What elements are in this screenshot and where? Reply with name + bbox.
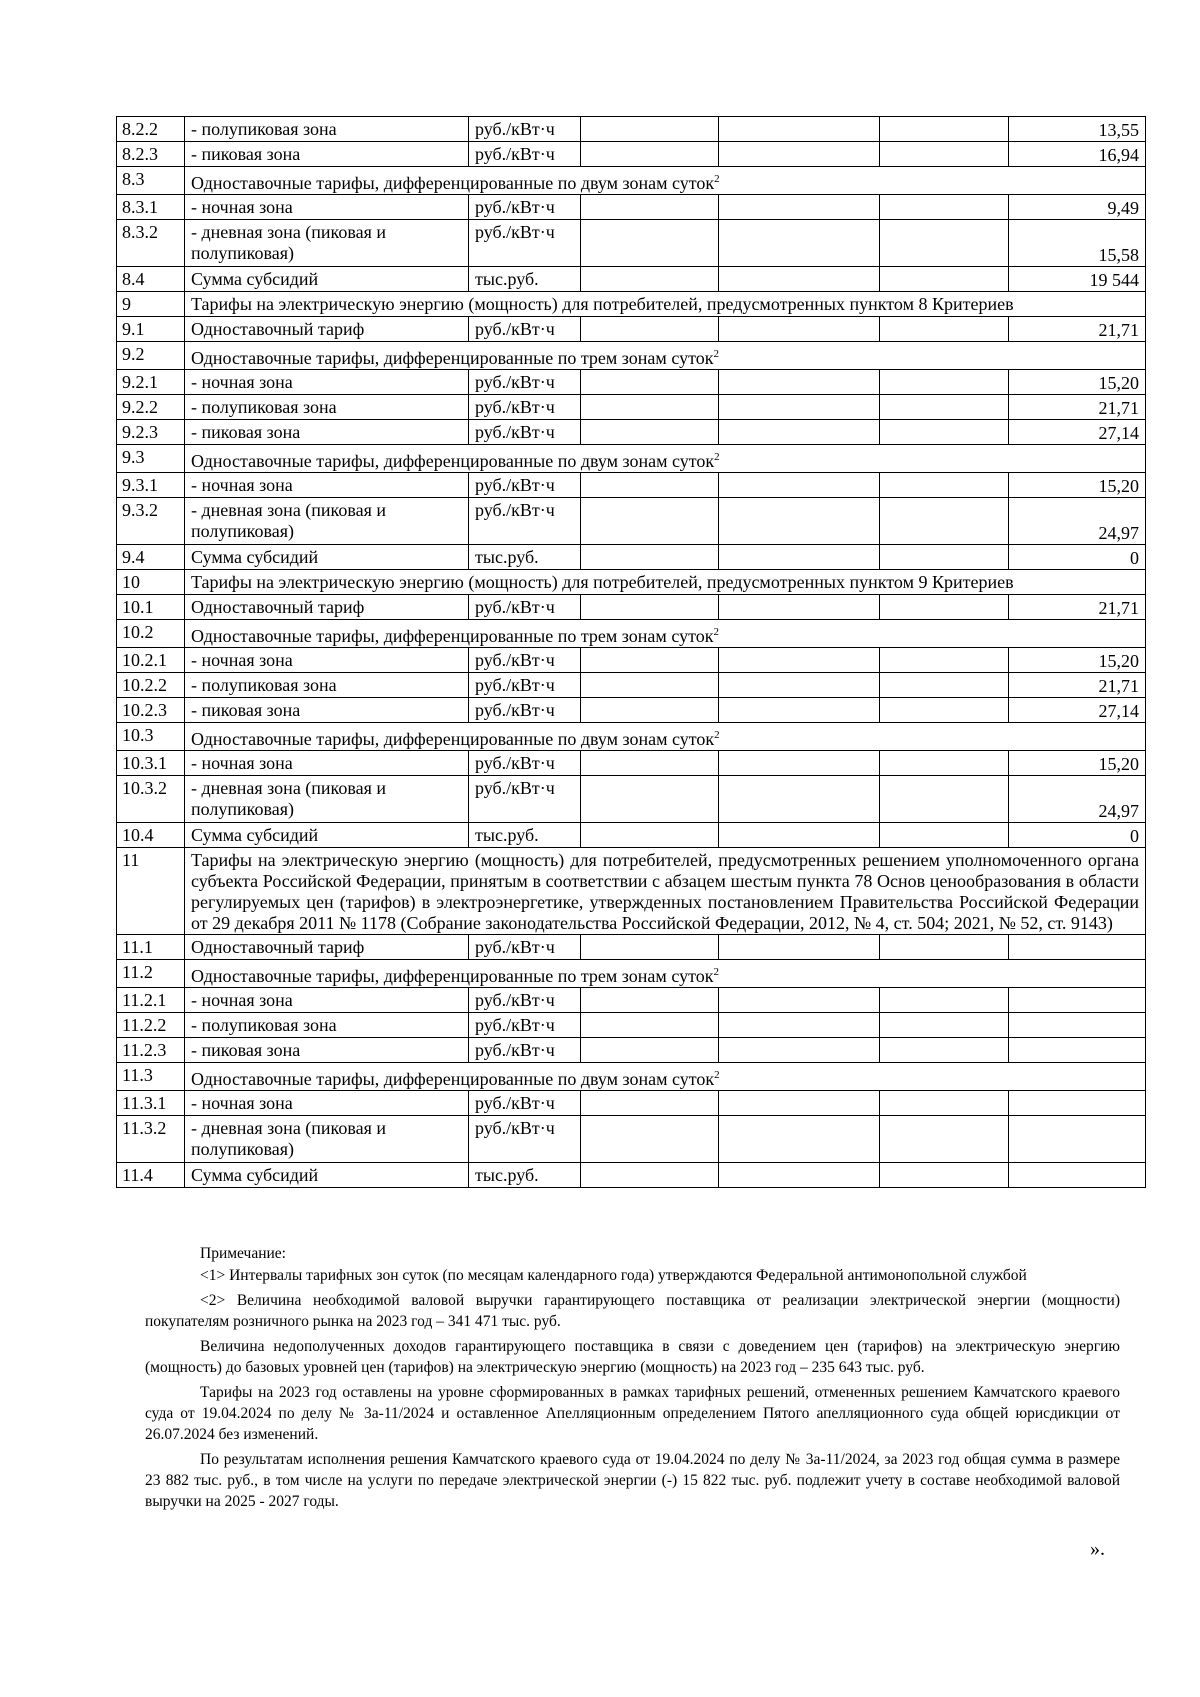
footnote-marker: 2 (713, 626, 719, 638)
table-row (117, 988, 1146, 1013)
row-number: 9.4 (117, 545, 185, 570)
empty-cell (880, 267, 1009, 292)
empty-cell (581, 1116, 719, 1163)
row-unit: тыс.руб. (469, 1163, 581, 1188)
row-label: Одноставочный тариф (185, 317, 469, 342)
empty-cell (719, 1038, 880, 1063)
row-unit: руб./кВт·ч (469, 1091, 581, 1116)
table-row (117, 823, 1146, 848)
empty-cell (880, 595, 1009, 620)
empty-cell (581, 370, 719, 395)
empty-cell (581, 420, 719, 445)
empty-cell (581, 267, 719, 292)
row-unit: руб./кВт·ч (469, 420, 581, 445)
row-number: 10.3.2 (117, 776, 185, 823)
empty-cell (719, 420, 880, 445)
row-number: 11.1 (117, 935, 185, 960)
row-number: 10.3 (117, 723, 185, 751)
row-value: 15,20 (1009, 751, 1146, 776)
row-label: - пиковая зона (185, 420, 469, 445)
row-unit: руб./кВт·ч (469, 142, 581, 167)
row-number: 9 (117, 292, 185, 317)
empty-cell (880, 498, 1009, 545)
section-title (185, 570, 1146, 595)
empty-cell (719, 1116, 880, 1163)
empty-cell (880, 195, 1009, 220)
row-number: 8.3.2 (117, 220, 185, 267)
empty-cell (581, 395, 719, 420)
table-row (117, 195, 1146, 220)
empty-cell (719, 595, 880, 620)
empty-cell (719, 317, 880, 342)
section-header-row (117, 960, 1146, 988)
row-number: 11.2.1 (117, 988, 185, 1013)
section-title (185, 292, 1146, 317)
section-title (185, 167, 1146, 195)
empty-cell (581, 498, 719, 545)
row-number: 10 (117, 570, 185, 595)
row-unit: руб./кВт·ч (469, 776, 581, 823)
row-number: 11.2 (117, 960, 185, 988)
row-label: - ночная зона (185, 473, 469, 498)
empty-cell (719, 935, 880, 960)
row-value: 21,71 (1009, 395, 1146, 420)
row-label: - ночная зона (185, 988, 469, 1013)
row-value: 21,71 (1009, 595, 1146, 620)
row-number: 11.3.2 (117, 1116, 185, 1163)
row-label: - дневная зона (пиковая и полупиковая) (185, 498, 469, 545)
empty-cell (880, 823, 1009, 848)
table-row (117, 648, 1146, 673)
table-row (117, 498, 1146, 545)
empty-cell (719, 776, 880, 823)
empty-cell (581, 1091, 719, 1116)
row-label: - дневная зона (пиковая и полупиковая) (185, 1116, 469, 1163)
table-row (117, 698, 1146, 723)
row-value: 27,14 (1009, 698, 1146, 723)
row-value: 21,71 (1009, 673, 1146, 698)
empty-cell (581, 1013, 719, 1038)
row-unit: тыс.руб. (469, 545, 581, 570)
section-header-row (117, 445, 1146, 473)
table-row (117, 142, 1146, 167)
note-paragraph: По результатам исполнения решения Камчатского краевого суда от 19.04.2024 по делу № 3а-11/2024, за 2023 год общая сумма в размере 23 882 тыс. руб., в том числе на услуги по передаче электрической энергии (-) 15 822 тыс. руб. подлежит учету в составе необходимой валовой выручки на 2025 - 2027 годы. (145, 1451, 1120, 1510)
empty-cell (581, 988, 719, 1013)
section-title (185, 723, 1146, 751)
empty-cell (880, 648, 1009, 673)
empty-cell (880, 673, 1009, 698)
row-value: 13,55 (1009, 117, 1146, 142)
row-value (1009, 1163, 1146, 1188)
tariff-table (116, 116, 1146, 1188)
row-unit: руб./кВт·ч (469, 220, 581, 267)
footnote-marker: 2 (714, 173, 720, 185)
row-label: - пиковая зона (185, 698, 469, 723)
empty-cell (880, 473, 1009, 498)
row-unit: руб./кВт·ч (469, 935, 581, 960)
table-row (117, 317, 1146, 342)
section-header-row (117, 292, 1146, 317)
empty-cell (719, 195, 880, 220)
table-row (117, 1116, 1146, 1163)
row-number: 9.3.1 (117, 473, 185, 498)
row-unit: руб./кВт·ч (469, 673, 581, 698)
section-title-text: Одноставочные тарифы, дифференцированные по двум зонам суток (191, 729, 715, 749)
row-label: - полупиковая зона (185, 395, 469, 420)
row-value: 27,14 (1009, 420, 1146, 445)
empty-cell (581, 1038, 719, 1063)
row-number: 8.2.3 (117, 142, 185, 167)
row-number: 9.2.2 (117, 395, 185, 420)
section-title-text: Тарифы на электрическую энергию (мощность) для потребителей, предусмотренных пунктом 9 Критериев (191, 572, 1014, 592)
row-label: Сумма субсидий (185, 1163, 469, 1188)
row-value: 15,58 (1009, 220, 1146, 267)
empty-cell (719, 142, 880, 167)
table-row (117, 545, 1146, 570)
row-label: Одноставочный тариф (185, 935, 469, 960)
row-number: 8.3.1 (117, 195, 185, 220)
row-label: - пиковая зона (185, 1038, 469, 1063)
row-number: 9.3.2 (117, 498, 185, 545)
row-number: 11.3.1 (117, 1091, 185, 1116)
empty-cell (581, 195, 719, 220)
empty-cell (581, 545, 719, 570)
table-row (117, 220, 1146, 267)
empty-cell (719, 545, 880, 570)
empty-cell (880, 220, 1009, 267)
row-value (1009, 1013, 1146, 1038)
row-unit: руб./кВт·ч (469, 751, 581, 776)
table-row (117, 420, 1146, 445)
empty-cell (880, 142, 1009, 167)
closing-quote: ». (1090, 1538, 1105, 1560)
row-value: 15,20 (1009, 370, 1146, 395)
row-number: 11 (117, 848, 185, 935)
row-number: 8.3 (117, 167, 185, 195)
row-number: 10.2.3 (117, 698, 185, 723)
row-number: 9.1 (117, 317, 185, 342)
row-label: Сумма субсидий (185, 545, 469, 570)
row-unit: тыс.руб. (469, 267, 581, 292)
row-number: 9.2.1 (117, 370, 185, 395)
row-unit: руб./кВт·ч (469, 473, 581, 498)
row-value: 9,49 (1009, 195, 1146, 220)
empty-cell (581, 648, 719, 673)
row-value: 16,94 (1009, 142, 1146, 167)
note-paragraph: Величина недополученных доходов гарантирующего поставщика в связи с доведением цен (тарифов) на электрическую энергию (мощность) до базовых уровней цен (тарифов) на электрическую энергию (мощность) на 2023 год – 235 643 тыс. руб. (145, 1338, 1120, 1376)
row-number: 10.3.1 (117, 751, 185, 776)
empty-cell (880, 1038, 1009, 1063)
empty-cell (719, 1013, 880, 1038)
row-number: 10.2.2 (117, 673, 185, 698)
empty-cell (880, 545, 1009, 570)
empty-cell (880, 1013, 1009, 1038)
row-value: 24,97 (1009, 498, 1146, 545)
notes-heading: Примечание: (200, 1245, 286, 1262)
row-number: 8.4 (117, 267, 185, 292)
empty-cell (719, 698, 880, 723)
section-header-row (117, 570, 1146, 595)
footnote-marker: 2 (713, 348, 719, 360)
footnote-marker: 2 (714, 729, 720, 741)
empty-cell (581, 698, 719, 723)
section-header-row (117, 167, 1146, 195)
empty-cell (719, 498, 880, 545)
row-unit: руб./кВт·ч (469, 698, 581, 723)
row-value (1009, 935, 1146, 960)
section-title (185, 1063, 1146, 1091)
row-number: 11.3 (117, 1063, 185, 1091)
section-header-row (117, 848, 1146, 935)
empty-cell (581, 142, 719, 167)
empty-cell (719, 117, 880, 142)
row-unit: руб./кВт·ч (469, 988, 581, 1013)
row-label: - полупиковая зона (185, 1013, 469, 1038)
footnote-marker: 2 (714, 451, 720, 463)
table-row (117, 751, 1146, 776)
row-unit: руб./кВт·ч (469, 1038, 581, 1063)
empty-cell (719, 1091, 880, 1116)
table-row (117, 776, 1146, 823)
row-number: 10.2 (117, 620, 185, 648)
empty-cell (880, 935, 1009, 960)
row-unit: руб./кВт·ч (469, 395, 581, 420)
section-header-row (117, 342, 1146, 370)
empty-cell (880, 1116, 1009, 1163)
empty-cell (581, 117, 719, 142)
table-row (117, 267, 1146, 292)
row-number: 11.2.2 (117, 1013, 185, 1038)
empty-cell (581, 1163, 719, 1188)
row-label: - дневная зона (пиковая и полупиковая) (185, 220, 469, 267)
row-number: 9.3 (117, 445, 185, 473)
empty-cell (581, 595, 719, 620)
section-title (185, 342, 1146, 370)
row-label: - пиковая зона (185, 142, 469, 167)
section-header-row (117, 1063, 1146, 1091)
table-row (117, 1013, 1146, 1038)
note-paragraph: <1> Интервалы тарифных зон суток (по месяцам календарного года) утверждаются Федеральной антимонопольной службой (200, 1267, 1027, 1284)
empty-cell (719, 823, 880, 848)
footnote-marker: 2 (714, 1069, 720, 1081)
row-unit: руб./кВт·ч (469, 195, 581, 220)
row-label: - ночная зона (185, 370, 469, 395)
row-number: 11.2.3 (117, 1038, 185, 1063)
row-value: 19 544 (1009, 267, 1146, 292)
row-number: 8.2.2 (117, 117, 185, 142)
empty-cell (719, 473, 880, 498)
table-row (117, 1038, 1146, 1063)
empty-cell (880, 1091, 1009, 1116)
note-paragraph: Тарифы на 2023 год оставлены на уровне сформированных в рамках тарифных решений, отмененных решением Камчатского краевого суда от 19.04.2024 по делу № 3а-11/2024 и оставленное Апелляционным определением Пятого апелляционного суда общей юрисдикции от 26.07.2024 без изменений. (145, 1384, 1120, 1443)
row-value (1009, 1116, 1146, 1163)
row-value: 0 (1009, 823, 1146, 848)
empty-cell (880, 751, 1009, 776)
empty-cell (581, 220, 719, 267)
table-row (117, 935, 1146, 960)
empty-cell (719, 1163, 880, 1188)
row-number: 10.4 (117, 823, 185, 848)
section-title-text: Тарифы на электрическую энергию (мощность) для потребителей, предусмотренных пунктом 8 Критериев (191, 294, 1014, 314)
empty-cell (880, 1163, 1009, 1188)
row-number: 11.4 (117, 1163, 185, 1188)
row-unit: руб./кВт·ч (469, 370, 581, 395)
section-title (185, 960, 1146, 988)
row-label: - ночная зона (185, 195, 469, 220)
row-unit: тыс.руб. (469, 823, 581, 848)
section-title-text: Одноставочные тарифы, дифференцированные по двум зонам суток (191, 1069, 715, 1089)
table-row (117, 395, 1146, 420)
empty-cell (719, 395, 880, 420)
empty-cell (581, 473, 719, 498)
empty-cell (880, 988, 1009, 1013)
section-title-text: Одноставочные тарифы, дифференцированные по двум зонам суток (191, 173, 715, 193)
row-label: - полупиковая зона (185, 117, 469, 142)
section-title (185, 445, 1146, 473)
section-title (185, 620, 1146, 648)
row-number: 9.2 (117, 342, 185, 370)
row-label: - дневная зона (пиковая и полупиковая) (185, 776, 469, 823)
empty-cell (719, 988, 880, 1013)
row-value: 15,20 (1009, 473, 1146, 498)
table-row (117, 473, 1146, 498)
empty-cell (880, 370, 1009, 395)
row-value (1009, 1091, 1146, 1116)
empty-cell (880, 776, 1009, 823)
notes-section (145, 1243, 1120, 1516)
empty-cell (581, 935, 719, 960)
row-value (1009, 988, 1146, 1013)
empty-cell (880, 395, 1009, 420)
row-label: Сумма субсидий (185, 823, 469, 848)
section-header-row (117, 620, 1146, 648)
row-number: 9.2.3 (117, 420, 185, 445)
empty-cell (719, 267, 880, 292)
empty-cell (719, 673, 880, 698)
row-value: 21,71 (1009, 317, 1146, 342)
row-label: Одноставочный тариф (185, 595, 469, 620)
empty-cell (581, 673, 719, 698)
empty-cell (880, 317, 1009, 342)
row-value (1009, 1038, 1146, 1063)
row-label: - ночная зона (185, 751, 469, 776)
row-label: Сумма субсидий (185, 267, 469, 292)
row-number: 10.1 (117, 595, 185, 620)
row-unit: руб./кВт·ч (469, 117, 581, 142)
empty-cell (719, 648, 880, 673)
table-row (117, 117, 1146, 142)
table-row (117, 1163, 1146, 1188)
footnote-marker: 2 (713, 966, 719, 978)
row-value: 15,20 (1009, 648, 1146, 673)
row-number: 10.2.1 (117, 648, 185, 673)
empty-cell (880, 117, 1009, 142)
empty-cell (719, 220, 880, 267)
section-title-text: Одноставочные тарифы, дифференцированные по трем зонам суток (191, 626, 714, 646)
empty-cell (719, 751, 880, 776)
row-value: 24,97 (1009, 776, 1146, 823)
row-unit: руб./кВт·ч (469, 648, 581, 673)
section-header-row (117, 723, 1146, 751)
table-row (117, 1091, 1146, 1116)
section-title (185, 848, 1146, 935)
row-unit: руб./кВт·ч (469, 498, 581, 545)
empty-cell (581, 823, 719, 848)
section-title-text: Одноставочные тарифы, дифференцированные по трем зонам суток (191, 966, 714, 986)
row-unit: руб./кВт·ч (469, 1013, 581, 1038)
section-title-text: Одноставочные тарифы, дифференцированные по двум зонам суток (191, 451, 715, 471)
note-paragraph: <2> Величина необходимой валовой выручки гарантирующего поставщика от реализации электрической энергии (мощности) покупателям розничного рынка на 2023 год – 341 471 тыс. руб. (145, 1292, 1120, 1330)
row-unit: руб./кВт·ч (469, 1116, 581, 1163)
table-row (117, 595, 1146, 620)
table-row (117, 673, 1146, 698)
empty-cell (581, 317, 719, 342)
empty-cell (581, 751, 719, 776)
row-value: 0 (1009, 545, 1146, 570)
empty-cell (880, 420, 1009, 445)
row-label: - ночная зона (185, 648, 469, 673)
empty-cell (581, 776, 719, 823)
section-title-text: Одноставочные тарифы, дифференцированные по трем зонам суток (191, 348, 714, 368)
row-label: - полупиковая зона (185, 673, 469, 698)
row-label: - ночная зона (185, 1091, 469, 1116)
empty-cell (719, 370, 880, 395)
table-row (117, 370, 1146, 395)
row-unit: руб./кВт·ч (469, 317, 581, 342)
tariff-table-body (117, 117, 1146, 1188)
section-title-text: Тарифы на электрическую энергию (мощность) для потребителей, предусмотренных решением уполномоченного органа субъекта Российской Федерации, принятым в соответствии с абзацем шестым пункта 78 Основ ценообразования в области регулируемых цен (тарифов) в электроэнергетике, утвержденных постановлением Правительства Российской Федерации от 29 декабря 2011 № 1178 (Собрание законодательства Российской Федерации, 2012, № 4, ст. 504; 2021, № 52, ст. 9143) (191, 850, 1139, 933)
row-unit: руб./кВт·ч (469, 595, 581, 620)
empty-cell (880, 698, 1009, 723)
